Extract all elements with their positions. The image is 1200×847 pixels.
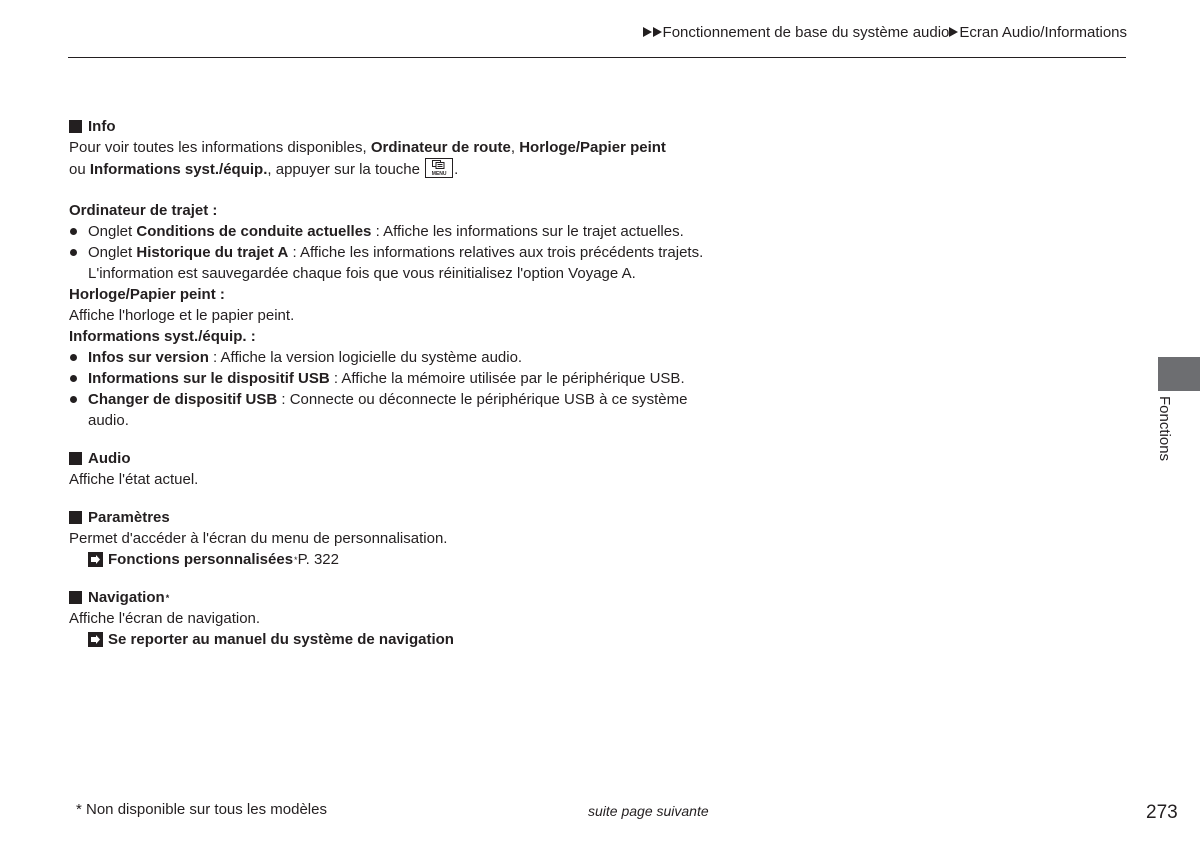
breadcrumb-item-section[interactable]: Fonctionnement de base du système audio: [662, 24, 950, 41]
list-item: Onglet Historique du trajet A : Affiche les informations relatives aux trois précédents trajets. L'information est sauvegardée chaque fois que vous réinitialisez l'option Voyage A.: [69, 242, 749, 284]
term-clock-wallpaper: Horloge/Papier peint: [519, 139, 666, 156]
square-bullet-icon: [69, 591, 82, 604]
breadcrumb: [643, 24, 1127, 41]
heading-text: Navigation: [88, 589, 165, 606]
list-item: Informations sur le dispositif USB : Affiche la mémoire utilisée par le périphérique USB.: [69, 368, 749, 389]
bullet-icon: [70, 396, 77, 403]
settings-text: Permet d'accéder à l'écran du menu de personnalisation.: [69, 530, 448, 547]
chapter-tab-label: Fonctions: [1156, 396, 1173, 462]
list-item: Changer de dispositif USB : Connecte ou déconnecte le périphérique USB à ce système audio.: [69, 389, 728, 431]
section-heading-info: [69, 116, 749, 137]
cross-reference-navigation-manual[interactable]: [69, 629, 749, 650]
navigation-text: Affiche l'écran de navigation.: [69, 610, 261, 627]
info-intro-cont: ou Informations syst./équip., appuyer sur la touche MENU .: [69, 158, 749, 180]
cross-reference-customized-features[interactable]: Fonctions personnalisées * P. 322: [69, 549, 749, 570]
bullet-icon: [70, 354, 77, 361]
square-bullet-icon: [69, 511, 82, 524]
clock-text: Affiche l'horloge et le papier peint.: [69, 307, 295, 324]
section-heading-navigation: Navigation *: [69, 587, 749, 608]
continued-note: suite page suivante: [588, 803, 709, 819]
clock-heading: Horloge/Papier peint :: [69, 286, 225, 303]
trip-heading: Ordinateur de trajet :: [69, 202, 218, 219]
bullet-icon: [70, 375, 77, 382]
header-rule: [68, 57, 1126, 58]
heading-text: Audio: [88, 450, 131, 467]
audio-text: Affiche l'état actuel.: [69, 471, 199, 488]
section-heading-audio: [69, 448, 749, 469]
reference-arrow-icon: [88, 552, 103, 567]
footnote: * Non disponible sur tous les modèles: [76, 801, 327, 818]
section-heading-settings: [69, 507, 749, 528]
breadcrumb-item-page[interactable]: Ecran Audio/Informations: [959, 24, 1127, 41]
term-system-info: Informations syst./équip.: [89, 161, 268, 178]
bullet-icon: [70, 249, 77, 256]
reference-arrow-icon: [88, 632, 103, 647]
heading-text: Info: [88, 118, 116, 135]
list-item: Onglet Conditions de conduite actuelles : Affiche les informations sur le trajet actuelles.: [69, 221, 749, 242]
reference-link[interactable]: Fonctions personnalisées: [108, 551, 294, 568]
chapter-tab[interactable]: [1158, 357, 1200, 391]
term-trip-computer: Ordinateur de route: [370, 139, 511, 156]
page-number: 273: [1146, 802, 1178, 823]
square-bullet-icon: [69, 120, 82, 133]
page-content: [69, 116, 749, 650]
reference-link[interactable]: Se reporter au manuel du système de navigation: [108, 631, 454, 648]
heading-text: Paramètres: [88, 509, 170, 526]
arrow-icon: [949, 24, 959, 41]
list-item: Infos sur version : Affiche la version logicielle du système audio.: [69, 347, 749, 368]
info-intro: Pour voir toutes les informations disponibles, Ordinateur de route, Horloge/Papier peint: [69, 139, 666, 156]
bullet-icon: [70, 228, 77, 235]
square-bullet-icon: [69, 452, 82, 465]
menu-key-label: MENU: [431, 171, 447, 177]
menu-button-icon: [425, 158, 453, 178]
system-heading: Informations syst./équip. :: [69, 328, 256, 345]
reference-page: P. 322: [297, 551, 339, 568]
double-arrow-icon: [643, 24, 663, 41]
